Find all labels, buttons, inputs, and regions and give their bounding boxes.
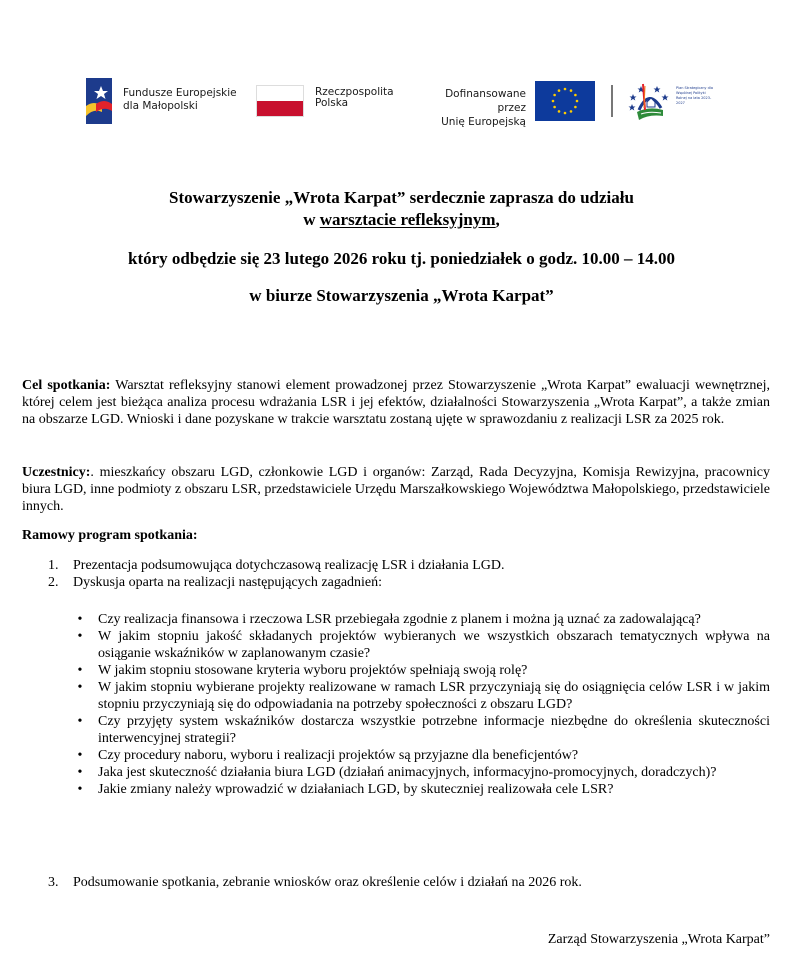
discussion-topic — [76, 611, 770, 628]
program-item — [48, 557, 770, 574]
prow-logo-text: Plan Strategiczny dla Wspólnej Polityki Rolnej na lata 2023-2027 — [676, 86, 713, 105]
topic-text: Czy przyjęty system wskaźników dostarcza wszystkie potrzebne informacje niezbędne do określenia skuteczności interwencyjnej strategii? — [98, 714, 770, 746]
workshop-name: warsztacie refleksyjnym — [319, 210, 496, 229]
topic-text: W jakim stopniu jakość składanych projektów wybieranych we wszystkich obszarach tematycznych wpływa na osiąganie wskaźników w zaplanowanym czasie? — [98, 629, 770, 661]
topic-text: Jaka jest skuteczność działania biura LGD (działań animacyjnych, informacyjno-promocyjnych, doradczych)? — [98, 765, 717, 780]
discussion-topics-list — [76, 611, 770, 798]
program-title: Ramowy program spotkania: — [22, 528, 198, 543]
polish-flag-icon — [256, 85, 304, 117]
discussion-topic — [76, 764, 770, 781]
item-number: 1. — [48, 558, 59, 573]
topic-text: Jakie zmiany należy wprowadzić w działaniach LGD, by skuteczniej realizowała cele LSR? — [98, 782, 614, 797]
item-number: 3. — [48, 875, 59, 890]
program-item — [48, 874, 770, 891]
discussion-topic — [76, 628, 770, 662]
fe-line1: Fundusze Europejskie — [123, 87, 237, 99]
fe-logo-text — [123, 87, 237, 113]
participants-paragraph — [22, 464, 770, 515]
event-date-time: który odbędzie się 23 lutego 2026 roku tj. poniedziałek o godz. 10.00 – 14.00 — [128, 249, 675, 268]
topic-text: Czy procedury naboru, wyboru i realizacji projektów są przyjazne dla beneficjentów? — [98, 748, 579, 763]
discussion-topic — [76, 747, 770, 764]
discussion-topic — [76, 662, 770, 679]
bullet-icon: • — [77, 782, 83, 797]
program-list-continued — [48, 874, 770, 891]
logo-separator — [611, 85, 613, 117]
signature: Zarząd Stowarzyszenia „Wrota Karpat” — [547, 932, 770, 947]
item-text: Podsumowanie spotkania, zebranie wniosków oraz określenie celów i działań na 2026 rok. — [73, 875, 582, 890]
rp-line2: Polska — [315, 97, 349, 109]
eu-line1: Dofinansowane przez — [445, 88, 526, 114]
discussion-topic — [76, 781, 770, 798]
fe-line2: dla Małopolski — [123, 100, 198, 112]
eu-flag-icon — [535, 81, 595, 121]
bullet-icon: • — [77, 663, 83, 678]
meeting-goal-paragraph — [22, 377, 770, 428]
logo-bar — [86, 78, 726, 126]
bullet-icon: • — [77, 714, 83, 729]
prow-logo-icon — [627, 80, 671, 122]
topic-text: W jakim stopniu wybierane projekty realizowane w ramach LSR przyczyniają się do osiągnięcia celów LSR i w jakim stopniu przyczyniają się do odpowiadania na potrzeby społeczności z obszaru LGD? — [98, 680, 770, 712]
bullet-icon: • — [77, 680, 83, 695]
bullet-icon: • — [77, 748, 83, 763]
invitation-heading-line1: Stowarzyszenie „Wrota Karpat” serdecznie zaprasza do udziału — [169, 188, 634, 207]
event-location: w biurze Stowarzyszenia „Wrota Karpat” — [249, 286, 554, 305]
heading-prefix: w — [303, 210, 320, 229]
discussion-topic — [76, 713, 770, 747]
fe-logo-icon — [86, 78, 116, 124]
discussion-topic — [76, 679, 770, 713]
bullet-icon: • — [77, 629, 83, 644]
eu-line2: Unię Europejską — [441, 116, 526, 128]
topic-text: W jakim stopniu stosowane kryteria wyboru projektów spełniają swoją rolę? — [98, 663, 528, 678]
bullet-icon: • — [77, 765, 83, 780]
program-item — [48, 574, 770, 591]
rp-logo-text — [315, 87, 394, 109]
participants-text: . mieszkańcy obszaru LGD, członkowie LGD i organów: Zarząd, Rada Decyzyjna, Komisja Rewizyjna, pracownicy biura LGD, inne podmioty z obszaru LSR, przedstawiciele Urzędu Marszałkowskiego Województwa Małopolskiego, przedstawiciele innych. — [22, 465, 770, 514]
heading-suffix: , — [495, 210, 500, 229]
item-number: 2. — [48, 575, 59, 590]
goal-label: Cel spotkania: — [22, 378, 111, 393]
invitation-heading-line2 — [0, 210, 803, 230]
eu-logo-text — [416, 87, 526, 129]
bullet-icon: • — [77, 612, 83, 627]
rp-line1: Rzeczpospolita — [315, 86, 394, 98]
participants-label: Uczestnicy: — [22, 465, 91, 480]
topic-text: Czy realizacja finansowa i rzeczowa LSR przebiegała zgodnie z planem i można ją uznać za zadowalającą? — [98, 612, 701, 627]
goal-text: Warsztat refleksyjny stanowi element prowadzonej przez Stowarzyszenie „Wrota Karpat” ewaluacji wewnętrznej, której celem jest bieżąca analiza procesu wdrażania LSR i jej efektów, działalności Stowarzyszenia „Wrota Karpat”, a także zmian na obszarze LGD. Wnioski i dane pozyskane w trakcie warsztatu zostaną ujęte w sprawozdaniu z realizacji LSR za 2025 rok. — [22, 378, 770, 427]
item-text: Dyskusja oparta na realizacji następujących zagadnień: — [73, 575, 383, 590]
program-list — [48, 557, 770, 591]
item-text: Prezentacja podsumowująca dotychczasową realizację LSR i działania LGD. — [73, 558, 505, 573]
